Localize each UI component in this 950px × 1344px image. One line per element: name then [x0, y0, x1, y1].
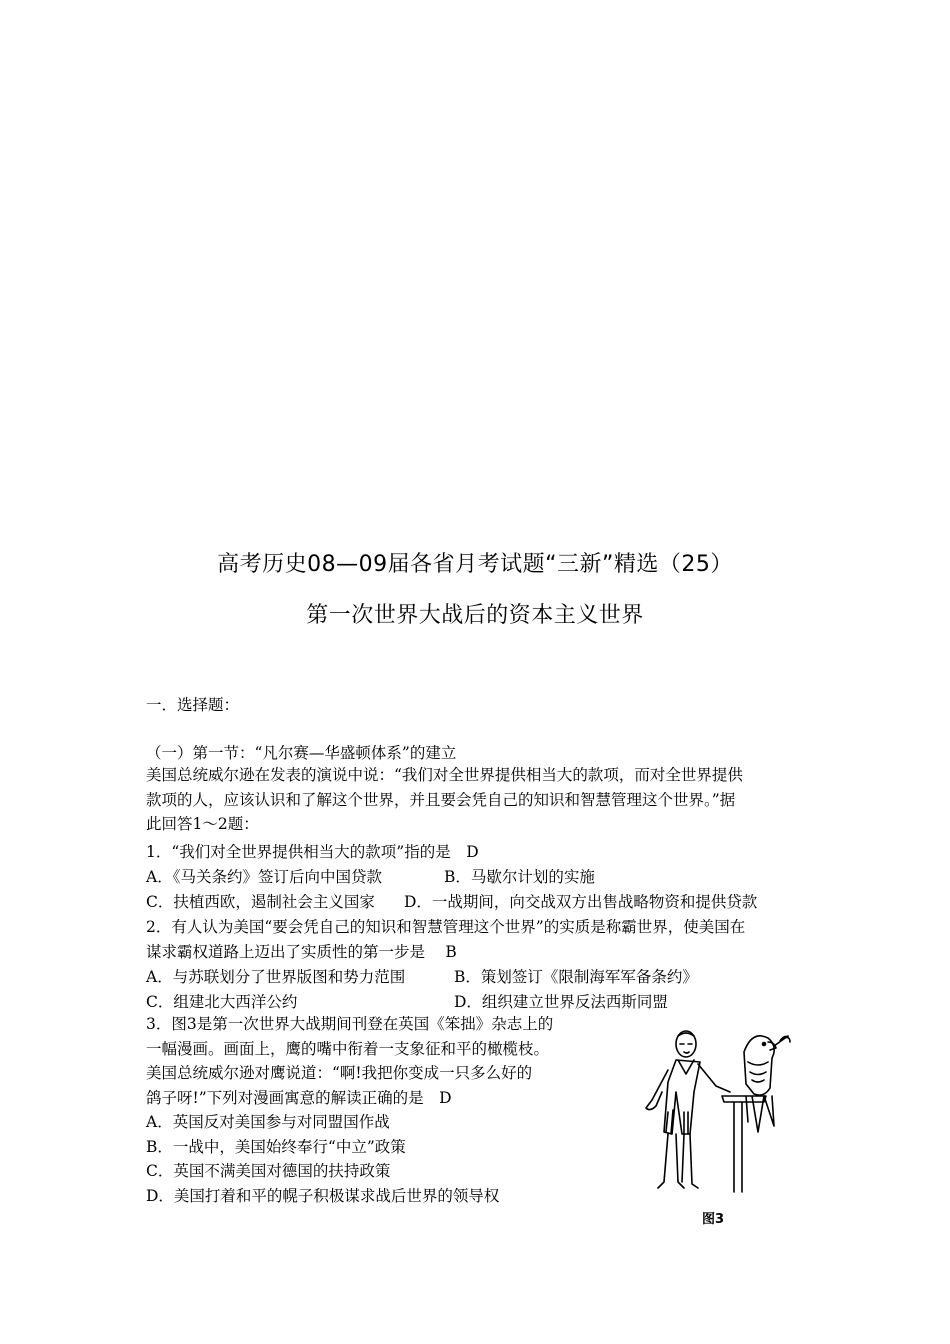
section-heading: 一．选择题： — [146, 696, 240, 714]
question-2-option-a: A．与苏联划分了世界版图和势力范围 — [146, 968, 406, 986]
question-2-option-c: C．组建北大西洋公约 — [146, 993, 298, 1011]
intro-line: 此回答1～2题： — [146, 815, 259, 833]
question-1-stem: 1．“我们对全世界提供相当大的款项”指的是 D — [146, 843, 479, 861]
question-1-option-c: C．扶植西欧，遏制社会主义国家 — [146, 893, 375, 911]
question-3-stem-line: 鸽子呀!”下列对漫画寓意的解读正确的是 D — [146, 1088, 452, 1107]
figure-caption: 图3 — [702, 1212, 725, 1227]
question-2-option-d: D．组织建立世界反法西斯同盟 — [454, 993, 668, 1011]
question-3-option-b: B．一战中，美国始终奉行“中立”政策 — [146, 1137, 406, 1156]
intro-line: 美国总统威尔逊在发表的演说中说：“我们对全世界提供相当大的款项，而对全世界提供 — [146, 766, 743, 784]
question-2-stem-line1: 2．有人认为美国“要会凭自己的知识和智慧管理这个世界”的实质是称霸世界，使美国在 — [146, 918, 746, 936]
question-2-option-b: B．策划签订《限制海军军备条约》 — [454, 968, 698, 986]
question-3-stem-line: 3．图3是第一次世界大战期间刊登在英国《笨拙》杂志上的 — [146, 1015, 554, 1033]
question-1-option-d: D．一战期间，向交战双方出售战略物资和提供贷款 — [404, 893, 758, 911]
question-3-option-d: D．美国打着和平的幌子积极谋求战后世界的领导权 — [146, 1186, 500, 1205]
question-3-option-c: C．英国不满美国对德国的扶持政策 — [146, 1162, 391, 1180]
subsection-heading: （一）第一节：“凡尔赛—华盛顿体系”的建立 — [146, 744, 457, 762]
intro-paragraph — [146, 763, 743, 837]
cartoon-illustration — [638, 1022, 808, 1197]
question-1-option-b: B．马歇尔计划的实施 — [444, 868, 595, 886]
document-title: 高考历史08—09届各省月考试题“三新”精选（25） — [217, 552, 733, 577]
question-3-stem-line: 美国总统威尔逊对鹰说道：“啊!我把你变成一只多么好的 — [146, 1064, 533, 1082]
intro-line: 款项的人，应该认识和了解这个世界，并且要会凭自己的知识和智慧管理这个世界。”据 — [146, 790, 736, 809]
document-subtitle: 第一次世界大战后的资本主义世界 — [306, 603, 644, 628]
question-3-option-a: A．英国反对美国参与对同盟国作战 — [146, 1113, 390, 1131]
question-1-option-a: A．《马关条约》签订后向中国贷款 — [146, 868, 382, 886]
question-3-stem-line: 一幅漫画。画面上，鹰的嘴中衔着一支象征和平的橄榄枝。 — [146, 1039, 550, 1058]
question-3-stem — [146, 1012, 553, 1208]
question-2-stem-line2: 谋求霸权道路上迈出了实质性的第一步是 B — [146, 943, 457, 961]
